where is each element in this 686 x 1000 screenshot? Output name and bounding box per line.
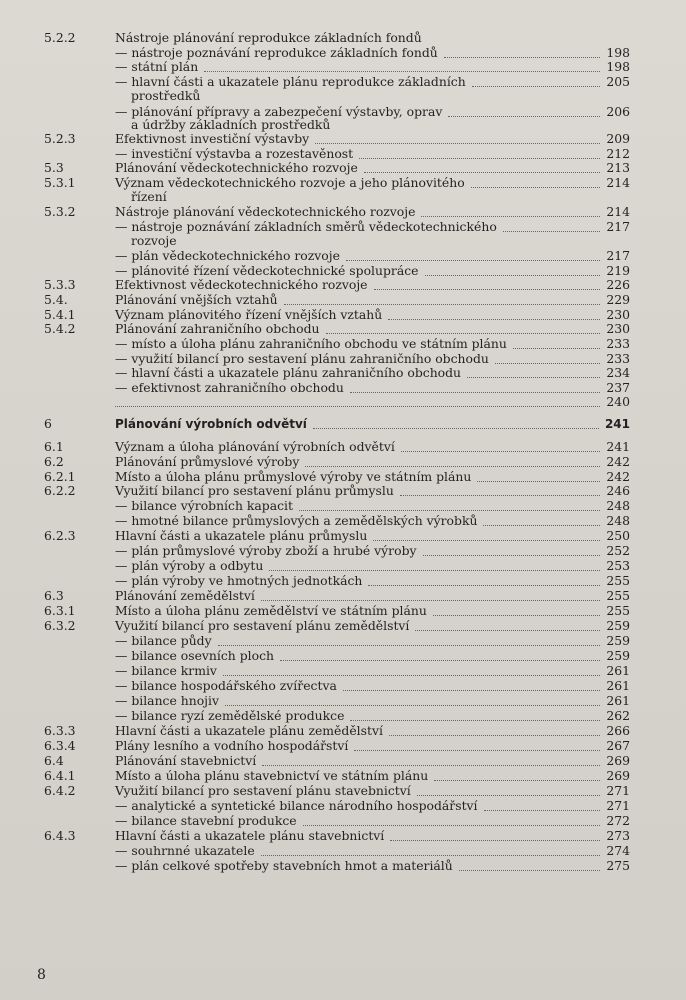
- page-ref: 234: [606, 365, 630, 380]
- dot-leader: [284, 303, 601, 305]
- dot-leader: [425, 274, 601, 276]
- section-number: 6.3.1: [44, 603, 76, 618]
- section-number: 5.3.1: [44, 175, 76, 190]
- section-number: 6.2.3: [44, 528, 76, 543]
- page-ref: 237: [606, 380, 630, 395]
- toc-entry: [0, 292, 686, 308]
- toc-entry: [0, 233, 686, 249]
- section-title: Hlavní části a ukazatele plánu průmyslu: [115, 528, 368, 543]
- section-title: Plánování výrobních odvětví: [115, 417, 307, 431]
- toc-entry: [0, 648, 686, 664]
- page-ref: 272: [606, 813, 630, 828]
- dot-leader: [503, 230, 601, 232]
- toc-entry: [0, 798, 686, 814]
- dot-leader: [495, 362, 600, 364]
- page-ref: 198: [606, 59, 630, 74]
- section-number: 5.2.2: [44, 30, 76, 45]
- dot-leader: [471, 186, 601, 188]
- page-ref: 248: [606, 498, 630, 513]
- toc-entry: [0, 813, 686, 829]
- dot-leader: [269, 569, 600, 571]
- toc-chapter-heading: [0, 416, 686, 432]
- page-ref: 206: [606, 104, 630, 119]
- page-ref: 230: [606, 307, 630, 322]
- page-ref: 259: [606, 618, 630, 633]
- section-number: 5.4.: [44, 292, 68, 307]
- dot-leader: [483, 524, 600, 526]
- section-title: Plánování vědeckotechnického rozvoje: [115, 160, 358, 175]
- dot-leader: [299, 509, 600, 511]
- section-title: — využití bilancí pro sestavení plánu zahraničního obchodu: [115, 351, 489, 366]
- dot-leader: [373, 539, 600, 541]
- section-title: — bilance půdy: [115, 633, 212, 648]
- section-title: — bilance stavební produkce: [115, 813, 297, 828]
- section-title: — bilance osevních ploch: [115, 648, 274, 663]
- toc-entry: [0, 828, 686, 844]
- dot-leader: [359, 157, 600, 159]
- dot-leader: [261, 599, 600, 601]
- dot-leader: [444, 56, 601, 58]
- toc-entry: [0, 59, 686, 75]
- toc-entry: [0, 768, 686, 784]
- toc-entry: [0, 528, 686, 544]
- dot-leader: [417, 794, 601, 796]
- page-ref: 229: [606, 292, 630, 307]
- section-title: — bilance výrobních kapacit: [115, 498, 293, 513]
- section-title: prostředků: [131, 88, 201, 103]
- dot-leader: [423, 554, 601, 556]
- page-ref: 233: [606, 336, 630, 351]
- toc-entry: [0, 321, 686, 337]
- section-number: 6: [44, 416, 52, 431]
- section-title: Plánování průmyslové výroby: [115, 454, 300, 469]
- dot-leader: [400, 494, 601, 496]
- dot-leader: [513, 347, 600, 349]
- dot-leader: [350, 391, 601, 393]
- toc-entry: [0, 723, 686, 739]
- section-number: 5.3: [44, 160, 64, 175]
- toc-entry: [0, 783, 686, 799]
- section-title: — nástroje poznávání reprodukce základních fondů: [115, 45, 438, 60]
- section-number: 6.2.2: [44, 483, 76, 498]
- toc-entry: [0, 543, 686, 559]
- page-ref: 273: [606, 828, 630, 843]
- dot-leader: [368, 584, 600, 586]
- dot-leader: [204, 70, 600, 72]
- section-title: Efektivnost investiční výstavby: [115, 131, 310, 146]
- page-ref: 261: [606, 678, 630, 693]
- page-ref: 252: [606, 543, 630, 558]
- dot-leader: [374, 288, 601, 290]
- section-number: 6.4: [44, 753, 64, 768]
- page-ref: 214: [606, 175, 630, 190]
- toc-entry: [0, 633, 686, 649]
- toc-entry: [0, 394, 686, 410]
- page-ref: 255: [606, 588, 630, 603]
- page-ref: 261: [606, 663, 630, 678]
- section-number: 5.4.1: [44, 307, 76, 322]
- section-title: Využití bilancí pro sestavení plánu zemědělství: [115, 618, 410, 633]
- toc-entry: [0, 365, 686, 381]
- toc-entry: [0, 663, 686, 679]
- page-ref: 241: [604, 417, 630, 431]
- toc-entry: [0, 738, 686, 754]
- toc-entry: [0, 588, 686, 604]
- page-ref: 262: [606, 708, 630, 723]
- page-ref: 233: [606, 351, 630, 366]
- toc-entry: [0, 708, 686, 724]
- section-number: 5.3.2: [44, 204, 76, 219]
- toc-entry: [0, 277, 686, 293]
- section-number: 6.3.4: [44, 738, 76, 753]
- toc-entry: [0, 454, 686, 470]
- dot-leader: [472, 85, 601, 87]
- section-title: — efektivnost zahraničního obchodu: [115, 380, 344, 395]
- dot-leader: [467, 376, 600, 378]
- section-title: — plánovité řízení vědeckotechnické spolupráce: [115, 263, 419, 278]
- page-ref: 255: [606, 603, 630, 618]
- toc-entry: [0, 30, 686, 46]
- section-title: — plánování přípravy a zabezpečení výstavby, oprav: [115, 104, 443, 119]
- section-title: řízení: [131, 189, 167, 204]
- section-title: Plány lesního a vodního hospodářství: [115, 738, 349, 753]
- page-ref: 213: [606, 160, 630, 175]
- section-title: — hlavní části a ukazatele plánu zahraničního obchodu: [115, 365, 462, 380]
- page-ref: 230: [606, 321, 630, 336]
- page-ref: 259: [606, 648, 630, 663]
- toc-entry: [0, 498, 686, 514]
- dot-leader: [218, 644, 601, 646]
- dot-leader: [484, 809, 601, 811]
- page-ref: 240: [606, 394, 630, 409]
- dot-leader: [313, 427, 599, 429]
- section-title: — místo a úloha plánu zahraničního obchodu ve státním plánu: [115, 336, 507, 351]
- toc-entry: [0, 131, 686, 147]
- section-number: 6.3.3: [44, 723, 76, 738]
- dot-leader: [354, 749, 600, 751]
- page-ref: 242: [606, 469, 630, 484]
- dot-leader: [115, 405, 600, 407]
- page-ref: 271: [606, 783, 630, 798]
- dot-leader: [303, 824, 601, 826]
- section-title: — bilance hospodářského zvířectva: [115, 678, 337, 693]
- page-ref: 267: [606, 738, 630, 753]
- toc-entry: [0, 483, 686, 499]
- toc-entry: [0, 603, 686, 619]
- section-title: Místo a úloha plánu průmyslové výroby ve státním plánu: [115, 469, 472, 484]
- dot-leader: [305, 465, 600, 467]
- section-title: — investiční výstavba a rozestavěnost: [115, 146, 354, 161]
- page-ref: 212: [606, 146, 630, 161]
- dot-leader: [280, 659, 600, 661]
- section-title: Využití bilancí pro sestavení plánu stavebnictví: [115, 783, 411, 798]
- dot-leader: [434, 779, 600, 781]
- section-title: a údržby základních prostředků: [131, 117, 331, 132]
- page-ref: 219: [606, 263, 630, 278]
- page-ref: 269: [606, 753, 630, 768]
- dot-leader: [401, 450, 601, 452]
- page-ref: 259: [606, 633, 630, 648]
- page-ref: 214: [606, 204, 630, 219]
- section-title: Plánování zahraničního obchodu: [115, 321, 320, 336]
- section-number: 5.4.2: [44, 321, 76, 336]
- dot-leader: [390, 839, 600, 841]
- section-title: — souhrnné ukazatele: [115, 843, 255, 858]
- section-title: — státní plán: [115, 59, 199, 74]
- toc-entry: [0, 336, 686, 352]
- toc-entry: [0, 678, 686, 694]
- dot-leader: [433, 614, 600, 616]
- page-ref: 241: [606, 439, 630, 454]
- section-number: 5.2.3: [44, 131, 76, 146]
- section-title: Nástroje plánování reprodukce základních fondů: [115, 30, 422, 45]
- dot-leader: [477, 480, 600, 482]
- page-ref: 217: [606, 219, 630, 234]
- toc-entry: [0, 618, 686, 634]
- section-number: 6.3: [44, 588, 64, 603]
- dot-leader: [350, 719, 600, 721]
- section-number: 6.4.3: [44, 828, 76, 843]
- section-title: Efektivnost vědeckotechnického rozvoje: [115, 277, 368, 292]
- toc-entry: [0, 843, 686, 859]
- toc-entry: [0, 204, 686, 220]
- dot-leader: [459, 869, 601, 871]
- toc-entry: [0, 248, 686, 264]
- section-title: — bilance hnojiv: [115, 693, 219, 708]
- dot-leader: [364, 171, 601, 173]
- page-ref: 253: [606, 558, 630, 573]
- section-title: — plán výroby ve hmotných jednotkách: [115, 573, 363, 588]
- dot-leader: [389, 734, 600, 736]
- section-title: — nástroje poznávání základních směrů vědeckotechnického: [115, 219, 497, 234]
- dot-leader: [261, 854, 601, 856]
- page-ref: 271: [606, 798, 630, 813]
- toc-entry: [0, 573, 686, 589]
- section-title: Plánování vnějších vztahů: [115, 292, 278, 307]
- section-title: rozvoje: [131, 233, 177, 248]
- section-number: 6.1: [44, 439, 64, 454]
- toc-entry: [0, 189, 686, 205]
- section-title: Hlavní části a ukazatele plánu stavebnictví: [115, 828, 385, 843]
- toc-entry: [0, 753, 686, 769]
- section-title: Plánování stavebnictví: [115, 753, 257, 768]
- dot-leader: [421, 215, 600, 217]
- section-title: Význam vědeckotechnického rozvoje a jeho plánovitého: [115, 175, 465, 190]
- section-number: 6.2.1: [44, 469, 76, 484]
- dot-leader: [326, 332, 601, 334]
- toc-entry: [0, 858, 686, 874]
- toc-entry: [0, 558, 686, 574]
- toc-entry: [0, 513, 686, 529]
- section-title: — plán průmyslové výroby zboží a hrubé výroby: [115, 543, 417, 558]
- section-title: — plán celkové spotřeby stavebních hmot a materiálů: [115, 858, 453, 873]
- page-ref: 269: [606, 768, 630, 783]
- section-number: 5.3.3: [44, 277, 76, 292]
- section-title: Využití bilancí pro sestavení plánu průmyslu: [115, 483, 394, 498]
- section-title: Význam plánovitého řízení vnějších vztahů: [115, 307, 383, 322]
- section-title: Plánování zemědělství: [115, 588, 255, 603]
- page-ref: 242: [606, 454, 630, 469]
- page-ref: 198: [606, 45, 630, 60]
- section-title: Význam a úloha plánování výrobních odvětví: [115, 439, 395, 454]
- page-ref: 250: [606, 528, 630, 543]
- dot-leader: [346, 259, 600, 261]
- page-ref: 209: [606, 131, 630, 146]
- section-title: — bilance krmiv: [115, 663, 217, 678]
- dot-leader: [388, 318, 600, 320]
- toc-entry: [0, 693, 686, 709]
- page-ref: 261: [606, 693, 630, 708]
- toc-entry: [0, 88, 686, 104]
- page-ref: 217: [606, 248, 630, 263]
- dot-leader: [225, 704, 600, 706]
- toc-entry: [0, 439, 686, 455]
- section-number: 6.2: [44, 454, 64, 469]
- page-number: 8: [37, 967, 46, 983]
- section-title: — hmotné bilance průmyslových a zemědělských výrobků: [115, 513, 478, 528]
- section-title: Místo a úloha plánu stavebnictví ve státním plánu: [115, 768, 429, 783]
- dot-leader: [415, 629, 600, 631]
- dot-leader: [315, 142, 600, 144]
- dot-leader: [343, 689, 601, 691]
- section-title: Místo a úloha plánu zemědělství ve státním plánu: [115, 603, 427, 618]
- section-title: Nástroje plánování vědeckotechnického rozvoje: [115, 204, 416, 219]
- page-ref: 275: [606, 858, 630, 873]
- dot-leader: [262, 764, 600, 766]
- page-ref: 248: [606, 513, 630, 528]
- page-ref: 266: [606, 723, 630, 738]
- section-title: — bilance ryzí zemědělské produkce: [115, 708, 345, 723]
- page-ref: 274: [606, 843, 630, 858]
- page-ref: 255: [606, 573, 630, 588]
- section-title: — analytické a syntetické bilance národního hospodářství: [115, 798, 478, 813]
- section-title: Hlavní části a ukazatele plánu zemědělství: [115, 723, 383, 738]
- page-ref: 246: [606, 483, 630, 498]
- section-title: — plán výroby a odbytu: [115, 558, 264, 573]
- page-ref: 205: [606, 74, 630, 89]
- section-number: 6.4.2: [44, 783, 76, 798]
- section-title: — plán vědeckotechnického rozvoje: [115, 248, 340, 263]
- dot-leader: [223, 674, 600, 676]
- section-number: 6.4.1: [44, 768, 76, 783]
- page-ref: 226: [606, 277, 630, 292]
- toc-entry: [0, 160, 686, 176]
- section-title: — hlavní části a ukazatele plánu reprodukce základních: [115, 74, 466, 89]
- section-number: 6.3.2: [44, 618, 76, 633]
